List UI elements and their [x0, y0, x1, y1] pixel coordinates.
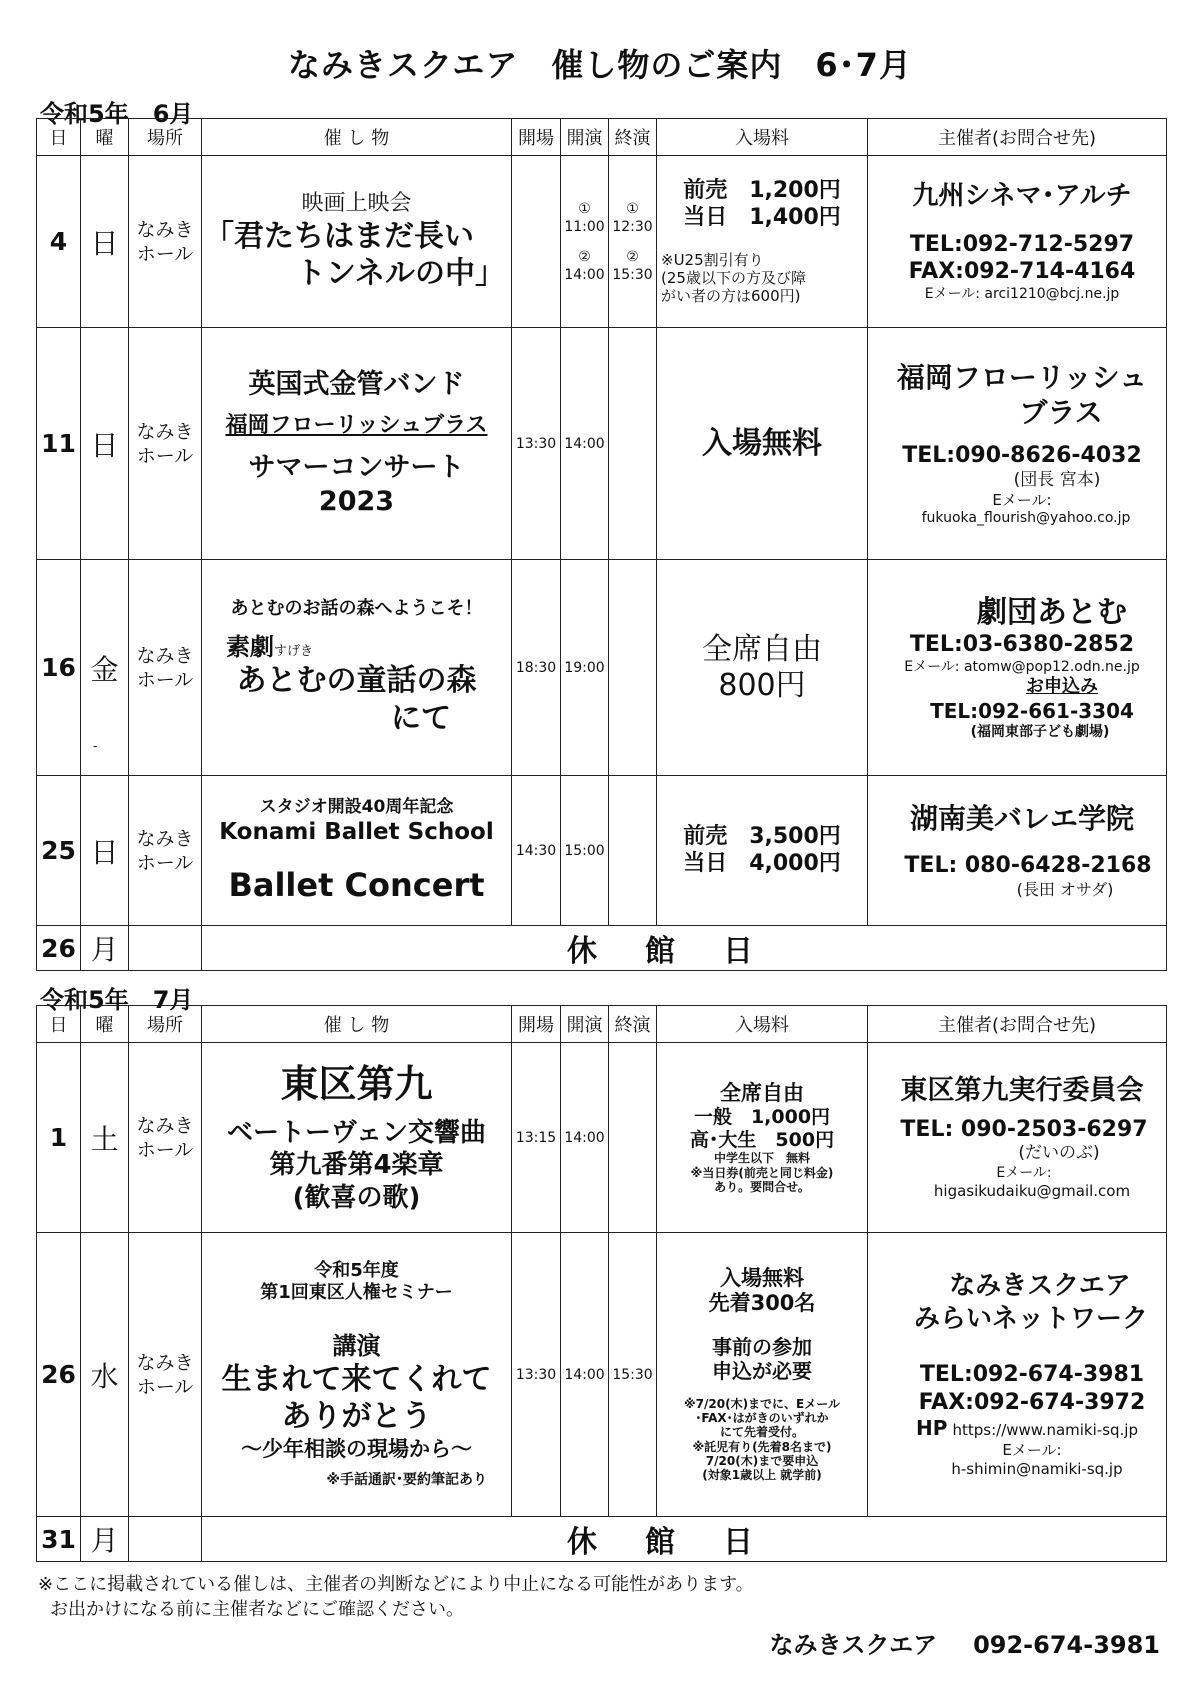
homepage-label: HP	[915, 1416, 948, 1441]
event-title: 「君たちはまだ長い	[204, 218, 474, 254]
organizer-email-label: Eメール:	[992, 490, 1052, 509]
organizer-email: higasikudaiku@gmail.com	[933, 1182, 1131, 1201]
july-schedule-table	[36, 1005, 1167, 1562]
day-cell: 16	[37, 560, 81, 776]
event-subtitle: ～少年相談の現場から～	[241, 1436, 472, 1461]
weekday-cell: 月	[81, 1517, 129, 1562]
organizer-tel: TEL:092-674-3981	[919, 1362, 1145, 1388]
venue-line: ホール	[136, 1375, 194, 1398]
organizer-contact-person: (だいのぶ)	[1018, 1143, 1100, 1164]
organizer-name: 劇団あとむ	[977, 594, 1127, 630]
venue-line: なみき	[136, 218, 194, 241]
fee-requirement: 事前の参加	[712, 1334, 812, 1359]
showing-1-marker: ①	[578, 200, 591, 217]
event-title: 東区第九	[280, 1062, 433, 1106]
table-row-closed	[37, 1517, 1167, 1562]
venue-line: ホール	[136, 444, 194, 467]
event-title: あとむの童話の森	[236, 663, 477, 699]
venue-line: なみき	[136, 1351, 194, 1374]
fee-student: 高･大生 500円	[689, 1128, 835, 1151]
event-cell	[202, 328, 512, 560]
day-cell: 26	[37, 926, 81, 971]
open-time-cell	[512, 156, 561, 328]
closed-day-label: 休館日	[202, 926, 1167, 971]
header-place: 場所	[129, 1006, 202, 1043]
event-title-2: トンネルの中」	[295, 256, 505, 292]
closed-day-label: 休館日	[202, 1517, 1167, 1562]
fee-cell: 入場無料	[657, 328, 868, 560]
organizer-email-label: Eメール:	[1002, 1441, 1062, 1460]
open-time-cell: 13:30	[512, 1233, 561, 1517]
event-title-2: にて	[391, 700, 451, 736]
event-program: ベートーヴェン交響曲	[227, 1117, 486, 1148]
header-end: 終演	[609, 1006, 657, 1043]
accessibility-note: ※手話通訳･要約筆記あり	[326, 1471, 487, 1488]
venue-cell	[129, 156, 202, 328]
organizer-cell	[868, 1043, 1167, 1233]
venue-line: ホール	[136, 1138, 194, 1161]
venue-cell	[129, 1043, 202, 1233]
event-performer: Konami Ballet School	[219, 818, 494, 845]
organizer-email: fukuoka_flourish@yahoo.co.jp	[921, 509, 1131, 526]
venue-cell	[129, 776, 202, 926]
event-cell	[202, 776, 512, 926]
fee-note: がい者の方は600円)	[661, 286, 801, 305]
fee-note-2: あり。要問合せ。	[714, 1180, 810, 1195]
open-time-cell: 18:30	[512, 560, 561, 776]
fee-note: ※当日券(前売と同じ料金)	[690, 1165, 834, 1180]
header-row	[37, 119, 1167, 156]
fee-free: 入場無料	[720, 1266, 804, 1291]
event-year: 令和5年度	[314, 1259, 399, 1281]
organizer-tel: TEL:092-712-5297	[909, 231, 1135, 257]
fee-cell	[657, 1233, 868, 1517]
weekday-cell: 日	[81, 156, 129, 328]
application-label: お申込み	[1026, 676, 1098, 698]
event-category: 講演	[332, 1331, 381, 1360]
header-row	[37, 1006, 1167, 1043]
venue-line: ホール	[136, 668, 194, 691]
table-row	[37, 328, 1167, 560]
organizer-name: 東区第九実行委員会	[900, 1075, 1144, 1107]
table-row	[37, 776, 1167, 926]
fee-seating: 全席自由	[720, 1080, 804, 1105]
organizer-email: Eメール: arci1210@bcj.ne.jp	[924, 285, 1120, 302]
header-org: 主催者(お問合せ先)	[868, 1006, 1167, 1043]
table-row	[37, 156, 1167, 328]
fee-door: 当日 4,000円	[683, 850, 841, 876]
fee-price: 800円	[718, 667, 806, 703]
registration-note: ※7/20(木)までに、Eメール	[683, 1396, 841, 1411]
weekday-cell	[81, 560, 129, 776]
header-event: 催 し 物	[202, 119, 512, 156]
weekday-cell: 水	[81, 1233, 129, 1517]
showing-1-end: 12:30	[612, 218, 653, 235]
stray-mark: -	[93, 739, 98, 753]
header-org: 主催者(お問合せ先)	[868, 119, 1167, 156]
fee-general: 一般 1,000円	[693, 1105, 831, 1128]
start-time-cell: 14:00	[561, 1043, 609, 1233]
event-category: スタジオ開設40周年記念	[259, 796, 454, 817]
header-fee: 入場料	[657, 1006, 868, 1043]
start-time-cell: 15:00	[561, 776, 609, 926]
childcare-note-2: 7/20(木)まで要申込	[705, 1454, 819, 1469]
weekday-cell: 土	[81, 1043, 129, 1233]
fee-advance: 前売 1,200円	[683, 178, 841, 204]
organizer-fax: FAX:092-674-3972	[918, 1389, 1146, 1415]
day-cell: 4	[37, 156, 81, 328]
event-cell	[202, 156, 512, 328]
disclaimer-line-1: ※ここに掲載されている催しは、主催者の判断などにより中止になる可能性があります。	[38, 1574, 754, 1595]
event-genre-reading: すげき	[274, 644, 314, 660]
header-fee: 入場料	[657, 119, 868, 156]
organizer-cell	[868, 776, 1167, 926]
header-place: 場所	[129, 119, 202, 156]
fee-capacity: 先着300名	[708, 1291, 816, 1316]
homepage-link[interactable]: https://www.namiki-sq.jp	[952, 1421, 1138, 1440]
venue-cell	[129, 560, 202, 776]
page-title: なみきスクエア 催し物のご案内 6･7月	[288, 46, 912, 84]
table-row	[37, 1043, 1167, 1233]
showing-2-start: 14:00	[564, 266, 605, 283]
registration-note-2: ･FAX･はがきのいずれか	[695, 1410, 829, 1425]
event-title-2: 2023	[318, 486, 395, 518]
header-start: 開演	[561, 119, 609, 156]
event-category: 英国式金管バンド	[248, 369, 465, 401]
weekday-cell: 日	[81, 328, 129, 560]
organizer-tel: TEL:03-6380-2852	[909, 632, 1135, 658]
open-time-cell: 13:30	[512, 328, 561, 560]
footer-phone: 092-674-3981	[973, 1631, 1160, 1659]
day-cell: 31	[37, 1517, 81, 1562]
fee-note: ※U25割引有り	[661, 250, 764, 269]
header-event: 催 し 物	[202, 1006, 512, 1043]
disclaimer-note	[38, 1572, 754, 1622]
venue-line: なみき	[136, 420, 194, 443]
showing-2-marker: ②	[626, 248, 639, 265]
july-month-label: 令和5年 7月	[40, 986, 194, 1014]
event-title: 生まれて来てくれて	[221, 1361, 492, 1397]
end-time-cell	[609, 560, 657, 776]
weekday-cell: 月	[81, 926, 129, 971]
showing-2-marker: ②	[578, 248, 591, 265]
event-title: サマーコンサート	[248, 452, 465, 484]
organizer-email-label: Eメール:	[996, 1164, 1052, 1181]
end-time-cell	[609, 156, 657, 328]
end-time-cell	[609, 328, 657, 560]
header-open: 開場	[512, 119, 561, 156]
event-program-2: 第九番第4楽章	[269, 1150, 444, 1180]
header-dow: 曜	[81, 1006, 129, 1043]
fee-cell	[657, 1043, 868, 1233]
organizer-tel: TEL:090-8626-4032	[902, 443, 1142, 468]
venue-cell	[129, 328, 202, 560]
venue-line: なみき	[136, 1114, 194, 1137]
june-schedule-table	[36, 118, 1167, 971]
table-row	[37, 560, 1167, 776]
table-row-closed	[37, 926, 1167, 971]
venue-line: なみき	[136, 827, 194, 850]
event-program-3: (歓喜の歌)	[292, 1182, 421, 1213]
organizer-contact-person: (団長 宮本)	[1013, 469, 1101, 490]
venue-cell	[129, 1233, 202, 1517]
event-series: 第1回東区人権セミナー	[260, 1282, 453, 1304]
header-end: 終演	[609, 119, 657, 156]
end-time-cell: 15:30	[609, 1233, 657, 1517]
fee-requirement-2: 申込が必要	[712, 1358, 812, 1383]
day-cell: 26	[37, 1233, 81, 1517]
fee-cell	[657, 156, 868, 328]
showing-1-start: 11:00	[564, 218, 605, 235]
day-cell: 25	[37, 776, 81, 926]
venue-line: ホール	[136, 851, 194, 874]
organizer-name-2: みらいネットワーク	[913, 1303, 1148, 1334]
organizer-name: 福岡フローリッシュ	[896, 361, 1148, 394]
table-row	[37, 1233, 1167, 1517]
start-time-cell: 19:00	[561, 560, 609, 776]
header-day: 日	[37, 119, 81, 156]
organizer-cell	[868, 1233, 1167, 1517]
organizer-name: 九州シネマ･アルチ	[912, 181, 1132, 211]
start-time-cell: 14:00	[561, 328, 609, 560]
venue-cell	[129, 1517, 202, 1562]
fee-door: 当日 1,400円	[683, 204, 841, 230]
organizer-name-2: ブラス	[1019, 396, 1103, 429]
organizer-cell	[868, 156, 1167, 328]
organizer-name: 湖南美バレエ学院	[909, 802, 1134, 836]
header-day: 日	[37, 1006, 81, 1043]
venue-line: なみき	[136, 644, 194, 667]
organizer-contact-person: (長田 オサダ)	[1016, 879, 1114, 899]
event-performer: 福岡フローリッシュブラス	[225, 412, 488, 438]
organizer-fax: FAX:092-714-4164	[908, 259, 1136, 284]
event-category: 映画上映会	[301, 191, 412, 217]
footer-venue-name: なみきスクエア	[769, 1631, 938, 1659]
header-start: 開演	[561, 1006, 609, 1043]
weekday-cell: 日	[81, 776, 129, 926]
fee-child: 中学生以下 無料	[713, 1151, 810, 1166]
application-org: (福岡東部子ども劇場)	[970, 723, 1110, 740]
day-cell: 1	[37, 1043, 81, 1233]
organizer-cell	[868, 328, 1167, 560]
venue-cell	[129, 926, 202, 971]
organizer-tel: TEL: 080-6428-2168	[904, 853, 1152, 879]
event-cell	[202, 560, 512, 776]
organizer-cell	[868, 560, 1167, 776]
fee-cell	[657, 776, 868, 926]
organizer-tel: TEL: 090-2503-6297	[900, 1116, 1148, 1142]
event-tagline: あとむのお話の森へようこそ！	[230, 597, 483, 619]
end-time-cell	[609, 1043, 657, 1233]
event-title: Ballet Concert	[228, 865, 485, 904]
start-time-cell	[561, 156, 609, 328]
organizer-email: Eメール: atomw@pop12.odn.ne.jp	[904, 658, 1140, 675]
registration-note-3: にて先着受付。	[719, 1425, 804, 1440]
disclaimer-line-2: お出かけになる前に主催者などにご確認ください。	[50, 1599, 464, 1620]
showing-1-marker: ①	[626, 200, 639, 217]
venue-line: ホール	[136, 242, 194, 265]
organizer-email: h-shimin@namiki-sq.jp	[951, 1460, 1123, 1478]
event-genre: 素劇	[226, 633, 274, 662]
event-cell	[202, 1233, 512, 1517]
june-month-label: 令和5年 6月	[40, 100, 194, 128]
weekday-label: 金	[90, 652, 119, 686]
start-time-cell: 14:00	[561, 1233, 609, 1517]
fee-advance: 前売 3,500円	[683, 824, 841, 850]
fee-note: (25歳以下の方及び障	[661, 268, 806, 287]
header-open: 開場	[512, 1006, 561, 1043]
fee-seating: 全席自由	[702, 631, 822, 667]
event-title-2: ありがとう	[281, 1399, 432, 1435]
header-dow: 曜	[81, 119, 129, 156]
footer-contact	[770, 1625, 1160, 1660]
end-time-cell	[609, 776, 657, 926]
childcare-note: ※託児有り(先着8名まで)	[692, 1439, 832, 1454]
open-time-cell: 13:15	[512, 1043, 561, 1233]
childcare-note-3: (対象1歳以上 就学前)	[702, 1468, 822, 1483]
open-time-cell: 14:30	[512, 776, 561, 926]
showing-2-end: 15:30	[612, 266, 653, 283]
application-tel: TEL:092-661-3304	[930, 698, 1134, 723]
event-cell	[202, 1043, 512, 1233]
day-cell: 11	[37, 328, 81, 560]
fee-cell	[657, 560, 868, 776]
organizer-name: なみきスクエア	[949, 1271, 1131, 1302]
